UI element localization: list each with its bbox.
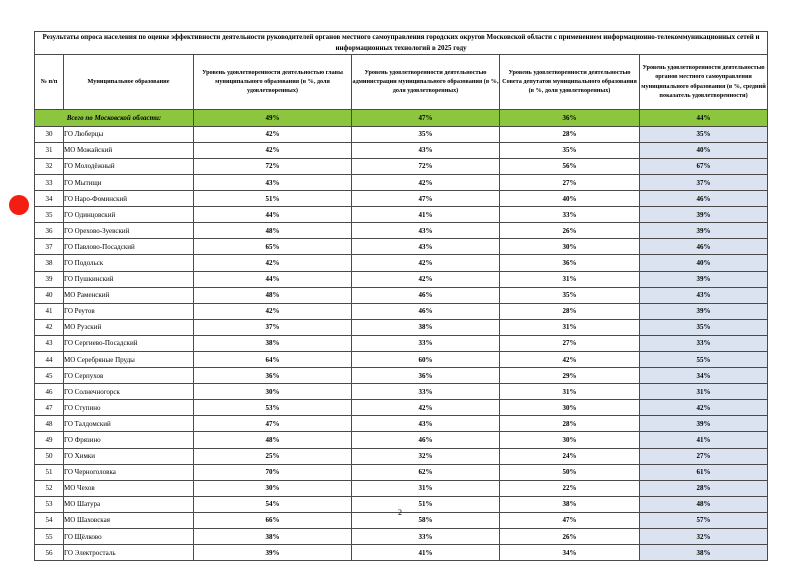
row-average-value: 46% (640, 191, 768, 207)
row-number: 51 (35, 464, 64, 480)
row-administration-value: 58% (352, 512, 500, 528)
row-municipality-name: ГО Молодёжный (64, 158, 194, 174)
row-administration-value: 42% (352, 255, 500, 271)
row-administration-value: 42% (352, 271, 500, 287)
row-administration-value: 33% (352, 529, 500, 545)
row-number: 44 (35, 352, 64, 368)
row-municipality-name: ГО Щёлково (64, 529, 194, 545)
row-administration-value: 43% (352, 142, 500, 158)
summary-average-value: 44% (640, 109, 768, 126)
row-number: 49 (35, 432, 64, 448)
table-row (35, 335, 768, 351)
table-row (35, 416, 768, 432)
row-head-value: 38% (194, 335, 352, 351)
table-row (35, 480, 768, 496)
row-head-value: 42% (194, 303, 352, 319)
row-head-value: 48% (194, 287, 352, 303)
row-head-value: 48% (194, 432, 352, 448)
row-average-value: 42% (640, 400, 768, 416)
table-row (35, 448, 768, 464)
row-council-value: 27% (500, 335, 640, 351)
row-municipality-name: ГО Солнечногорск (64, 384, 194, 400)
summary-head-value: 49% (194, 109, 352, 126)
row-municipality-name: МО Раменский (64, 287, 194, 303)
row-council-value: 33% (500, 207, 640, 223)
row-average-value: 43% (640, 287, 768, 303)
row-average-value: 39% (640, 303, 768, 319)
column-header-average-satisfaction: Уровень удовлетворенности деятельностью органов местного самоуправления муниципального образования (в %, средний показатель удовлетворенности) (640, 54, 768, 109)
row-municipality-name: ГО Мытищи (64, 174, 194, 190)
row-municipality-name: ГО Пушкинский (64, 271, 194, 287)
row-municipality-name: ГО Павлово-Посадский (64, 239, 194, 255)
row-council-value: 30% (500, 432, 640, 448)
row-administration-value: 43% (352, 239, 500, 255)
row-head-value: 64% (194, 352, 352, 368)
row-head-value: 38% (194, 529, 352, 545)
row-head-value: 70% (194, 464, 352, 480)
row-municipality-name: ГО Орехово-Зуевский (64, 223, 194, 239)
row-average-value: 33% (640, 335, 768, 351)
table-row (35, 529, 768, 545)
row-head-value: 44% (194, 207, 352, 223)
table-row (35, 158, 768, 174)
row-administration-value: 33% (352, 335, 500, 351)
row-number: 50 (35, 448, 64, 464)
row-council-value: 31% (500, 271, 640, 287)
row-head-value: 37% (194, 319, 352, 335)
row-council-value: 30% (500, 239, 640, 255)
row-council-value: 28% (500, 416, 640, 432)
row-council-value: 35% (500, 142, 640, 158)
table-row (35, 384, 768, 400)
survey-results-table (34, 31, 768, 561)
row-number: 55 (35, 529, 64, 545)
row-municipality-name: ГО Серпухов (64, 368, 194, 384)
row-head-value: 30% (194, 480, 352, 496)
row-administration-value: 46% (352, 303, 500, 319)
row-head-value: 48% (194, 223, 352, 239)
row-average-value: 38% (640, 545, 768, 561)
table-row (35, 303, 768, 319)
table-title-row (35, 32, 768, 55)
row-administration-value: 47% (352, 191, 500, 207)
row-administration-value: 43% (352, 416, 500, 432)
row-council-value: 47% (500, 512, 640, 528)
column-header-council-satisfaction: Уровень удовлетворенности деятельностью Совета депутатов муниципального образования (в %, доля удовлетворенных) (500, 54, 640, 109)
row-municipality-name: ГО Ступино (64, 400, 194, 416)
row-head-value: 30% (194, 384, 352, 400)
row-average-value: 32% (640, 529, 768, 545)
row-municipality-name: МО Серебряные Пруды (64, 352, 194, 368)
row-council-value: 28% (500, 126, 640, 142)
table-row (35, 255, 768, 271)
row-number: 37 (35, 239, 64, 255)
row-administration-value: 38% (352, 319, 500, 335)
row-municipality-name: МО Шатура (64, 496, 194, 512)
row-head-value: 65% (194, 239, 352, 255)
row-council-value: 24% (500, 448, 640, 464)
row-head-value: 42% (194, 142, 352, 158)
row-head-value: 44% (194, 271, 352, 287)
summary-council-value: 36% (500, 109, 640, 126)
row-head-value: 25% (194, 448, 352, 464)
row-average-value: 39% (640, 271, 768, 287)
row-municipality-name: МО Рузский (64, 319, 194, 335)
row-administration-value: 31% (352, 480, 500, 496)
row-number: 32 (35, 158, 64, 174)
row-administration-value: 51% (352, 496, 500, 512)
row-council-value: 38% (500, 496, 640, 512)
row-average-value: 37% (640, 174, 768, 190)
row-council-value: 35% (500, 287, 640, 303)
row-average-value: 35% (640, 319, 768, 335)
row-council-value: 31% (500, 319, 640, 335)
row-number: 34 (35, 191, 64, 207)
page-number: 2 (398, 508, 402, 517)
row-average-value: 35% (640, 126, 768, 142)
row-average-value: 48% (640, 496, 768, 512)
row-number: 47 (35, 400, 64, 416)
table-row (35, 400, 768, 416)
row-municipality-name: ГО Фрязино (64, 432, 194, 448)
row-council-value: 30% (500, 400, 640, 416)
row-average-value: 27% (640, 448, 768, 464)
row-head-value: 42% (194, 255, 352, 271)
row-administration-value: 41% (352, 207, 500, 223)
row-number: 39 (35, 271, 64, 287)
row-number: 52 (35, 480, 64, 496)
row-number: 42 (35, 319, 64, 335)
row-administration-value: 62% (352, 464, 500, 480)
row-number: 31 (35, 142, 64, 158)
row-council-value: 26% (500, 223, 640, 239)
row-average-value: 57% (640, 512, 768, 528)
row-municipality-name: ГО Наро-Фоминский (64, 191, 194, 207)
row-council-value: 31% (500, 384, 640, 400)
table-row (35, 352, 768, 368)
column-header-administration-satisfaction: Уровень удовлетворенности деятельностью администрации муниципального образования (в %, доля удовлетворенных) (352, 54, 500, 109)
row-head-value: 53% (194, 400, 352, 416)
row-municipality-name: ГО Одинцовский (64, 207, 194, 223)
row-number: 54 (35, 512, 64, 528)
row-municipality-name: МО Чехов (64, 480, 194, 496)
row-average-value: 31% (640, 384, 768, 400)
row-administration-value: 72% (352, 158, 500, 174)
row-average-value: 39% (640, 207, 768, 223)
row-administration-value: 43% (352, 223, 500, 239)
table-header-row (35, 54, 768, 109)
row-administration-value: 42% (352, 400, 500, 416)
row-municipality-name: ГО Сергиево-Посадский (64, 335, 194, 351)
row-administration-value: 60% (352, 352, 500, 368)
row-municipality-name: МО Можайский (64, 142, 194, 158)
document-title: Результаты опроса населения по оценке эффективности деятельности руководителей органов местного самоуправления городских округов Московской области с применением информационно-телекоммуникационных сетей и информационных технологий в 2025 году (35, 32, 768, 55)
column-header-head-satisfaction: Уровень удовлетворенности деятельностью главы муниципального образования (в %, доля удовлетворенных) (194, 54, 352, 109)
row-council-value: 34% (500, 545, 640, 561)
table-row (35, 545, 768, 561)
table-row (35, 126, 768, 142)
row-head-value: 36% (194, 368, 352, 384)
row-municipality-name: ГО Реутов (64, 303, 194, 319)
row-head-value: 72% (194, 158, 352, 174)
row-head-value: 42% (194, 126, 352, 142)
row-number: 33 (35, 174, 64, 190)
row-administration-value: 36% (352, 368, 500, 384)
table-row (35, 271, 768, 287)
table-row (35, 239, 768, 255)
row-administration-value: 41% (352, 545, 500, 561)
column-header-municipality: Муниципальное образование (64, 54, 194, 109)
table-row (35, 319, 768, 335)
row-administration-value: 42% (352, 174, 500, 190)
row-average-value: 40% (640, 255, 768, 271)
row-number: 41 (35, 303, 64, 319)
row-average-value: 34% (640, 368, 768, 384)
row-administration-value: 46% (352, 432, 500, 448)
row-number: 45 (35, 368, 64, 384)
table-row (35, 174, 768, 190)
row-average-value: 39% (640, 416, 768, 432)
row-council-value: 27% (500, 174, 640, 190)
table-row (35, 142, 768, 158)
row-council-value: 26% (500, 529, 640, 545)
row-head-value: 47% (194, 416, 352, 432)
row-council-value: 29% (500, 368, 640, 384)
row-number: 36 (35, 223, 64, 239)
table-row (35, 464, 768, 480)
row-head-value: 66% (194, 512, 352, 528)
table-row (35, 287, 768, 303)
row-administration-value: 32% (352, 448, 500, 464)
row-average-value: 41% (640, 432, 768, 448)
row-head-value: 39% (194, 545, 352, 561)
row-average-value: 67% (640, 158, 768, 174)
row-head-value: 51% (194, 191, 352, 207)
summary-row (35, 109, 768, 126)
row-number: 30 (35, 126, 64, 142)
row-number: 46 (35, 384, 64, 400)
row-municipality-name: ГО Подольск (64, 255, 194, 271)
row-council-value: 22% (500, 480, 640, 496)
row-number: 40 (35, 287, 64, 303)
row-number: 56 (35, 545, 64, 561)
table-row (35, 368, 768, 384)
row-average-value: 61% (640, 464, 768, 480)
row-average-value: 55% (640, 352, 768, 368)
row-average-value: 40% (640, 142, 768, 158)
row-administration-value: 35% (352, 126, 500, 142)
row-council-value: 36% (500, 255, 640, 271)
row-municipality-name: ГО Электросталь (64, 545, 194, 561)
summary-label: Всего по Московской области: (35, 109, 194, 126)
row-number: 35 (35, 207, 64, 223)
row-average-value: 28% (640, 480, 768, 496)
row-municipality-name: ГО Талдомский (64, 416, 194, 432)
column-header-number: № п/п (35, 54, 64, 109)
row-council-value: 42% (500, 352, 640, 368)
row-head-value: 54% (194, 496, 352, 512)
row-council-value: 56% (500, 158, 640, 174)
row-number: 48 (35, 416, 64, 432)
table-body (35, 126, 768, 561)
row-municipality-name: ГО Химки (64, 448, 194, 464)
row-municipality-name: ГО Люберцы (64, 126, 194, 142)
row-council-value: 40% (500, 191, 640, 207)
row-council-value: 28% (500, 303, 640, 319)
row-municipality-name: МО Шаховская (64, 512, 194, 528)
row-administration-value: 33% (352, 384, 500, 400)
red-dot-marker (9, 195, 29, 215)
row-municipality-name: ГО Черноголовка (64, 464, 194, 480)
row-council-value: 50% (500, 464, 640, 480)
row-administration-value: 46% (352, 287, 500, 303)
row-number: 38 (35, 255, 64, 271)
table-row (35, 223, 768, 239)
table-row (35, 207, 768, 223)
row-number: 53 (35, 496, 64, 512)
row-average-value: 46% (640, 239, 768, 255)
table-row (35, 432, 768, 448)
table-row (35, 191, 768, 207)
summary-administration-value: 47% (352, 109, 500, 126)
row-head-value: 43% (194, 174, 352, 190)
row-number: 43 (35, 335, 64, 351)
row-average-value: 39% (640, 223, 768, 239)
